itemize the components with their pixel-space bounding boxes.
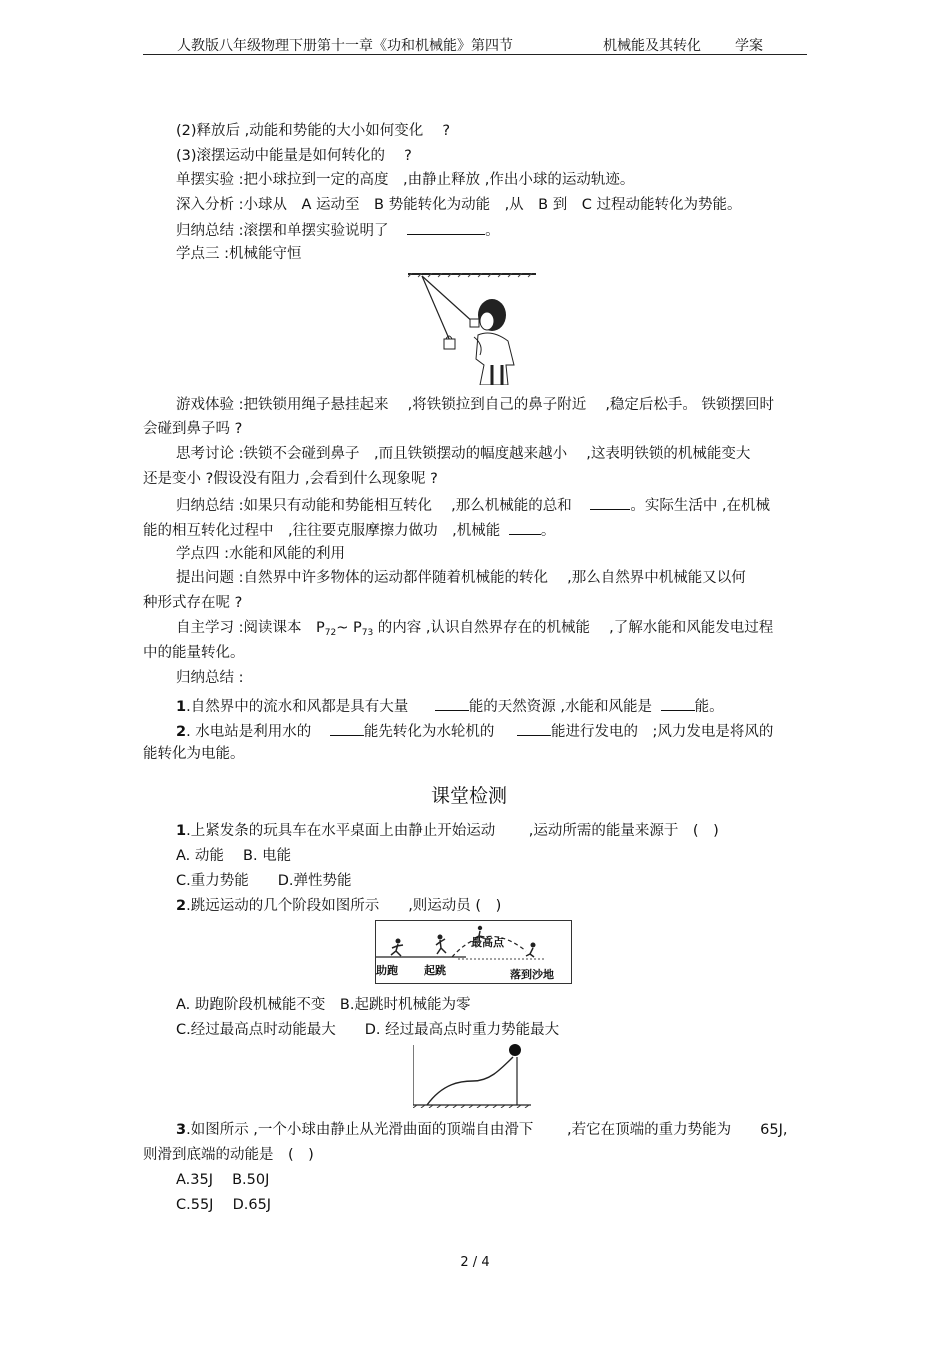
self-study-text: 自主学习 :阅读课本 P: [176, 620, 325, 636]
answer-blank[interactable]: [330, 721, 364, 736]
answer-blank[interactable]: [407, 220, 485, 235]
answer-blank[interactable]: [590, 495, 630, 510]
summary-item-2: [176, 721, 773, 741]
think-discuss-line1: 思考讨论 :铁锁不会碰到鼻子 ,而且铁锁摆动的幅度越来越小 ,这表明铁锁的机械能变大: [176, 446, 751, 462]
label-run: 助跑: [376, 964, 398, 977]
section-title: 课堂检测: [431, 785, 508, 807]
raise-question-line2: 种形式存在呢 ?: [143, 595, 243, 611]
quiz-question-3-line2: 则滑到底端的动能是 ( ): [143, 1147, 314, 1163]
quiz-question-1: [176, 822, 719, 840]
summary-1-text: 归纳总结 :滚摆和单摆实验说明了: [176, 223, 389, 239]
label-takeoff: 起跳: [424, 964, 446, 977]
question-number: 2: [176, 898, 187, 914]
question-number: 3: [176, 1122, 187, 1138]
answer-blank[interactable]: [517, 721, 551, 736]
quiz-q3-options-a: A.35J B.50J: [176, 1172, 270, 1188]
page-range-sep: ~ P: [336, 620, 362, 636]
item-number: 1: [176, 699, 187, 715]
summary-1: [176, 220, 500, 240]
quiz-q2-options-b: C.经过最高点时动能最大 D. 经过最高点时重力势能最大: [176, 1022, 560, 1038]
point-4-title: 学点四 :水能和风能的利用: [176, 546, 345, 562]
game-experience-line2: 会碰到鼻子吗 ?: [143, 421, 243, 437]
summary-1-end: 。: [485, 223, 500, 239]
question-3-text: .如图所示 ,一个小球由静止从光滑曲面的顶端自由滑下 ,若它在顶端的重力势能为 65J,: [186, 1122, 788, 1138]
item-1-middle: 能的天然资源 ,水能和风能是: [468, 699, 653, 715]
quiz-question-2: [176, 897, 501, 915]
summary-2-text-2: 能的相互转化过程中 ,往往要克服摩擦力做功 ,机械能: [143, 523, 501, 539]
page-subscript-start: 72: [324, 628, 337, 638]
summary-item-1: [176, 696, 724, 716]
summary-2-line1: [176, 495, 770, 515]
self-study-continue: 的内容 ,认识自然界存在的机械能 ,了解水能和风能发电过程: [373, 620, 774, 636]
question-2: (2)释放后 ,动能和势能的大小如何变化 ?: [176, 123, 451, 139]
question-3: (3)滚摆运动中能量是如何转化的 ?: [176, 148, 412, 164]
quiz-q1-options-b: C.重力势能 D.弹性势能: [176, 873, 352, 889]
page-number: 2 / 4: [460, 1255, 490, 1270]
deep-analysis: 深入分析 :小球从 A 运动至 B 势能转化为动能 ,从 B 到 C 过程动能转化为势能。: [176, 197, 742, 213]
long-jump-figure: [375, 920, 572, 984]
quiz-question-3-line1: [176, 1121, 787, 1139]
header-doc-type: 学案: [735, 38, 763, 54]
summary-item-2-line2: 能转化为电能。: [143, 746, 245, 762]
pendulum-experiment: 单摆实验 :把小球拉到一定的高度 ,由静止释放 ,作出小球的运动轨迹。: [176, 172, 635, 188]
answer-blank[interactable]: [509, 520, 541, 535]
item-2-middle: 能先转化为水轮机的: [363, 724, 495, 740]
summary-2-continue: 。实际生活中 ,在机械: [630, 498, 771, 514]
summary-2-end: 。: [540, 523, 556, 539]
question-1-text: .上紧发条的玩具车在水平桌面上由静止开始运动 ,运动所需的能量来源于 ( ): [186, 823, 719, 839]
quiz-q1-options-a: A. 动能 B. 电能: [176, 848, 292, 864]
page-subscript-end: 73: [361, 628, 374, 638]
header-topic: 机械能及其转化: [603, 38, 701, 54]
item-number: 2: [176, 724, 187, 740]
point-3-title: 学点三 :机械能守恒: [176, 246, 302, 262]
item-2-text: . 水电站是利用水的: [186, 724, 312, 740]
raise-question-line1: 提出问题 :自然界中许多物体的运动都伴随着机械能的转化 ,那么自然界中机械能又以何: [176, 570, 746, 586]
quiz-q3-options-b: C.55J D.65J: [176, 1197, 272, 1213]
swinging-lock-figure: [408, 273, 536, 385]
question-2-text: .跳远运动的几个阶段如图所示 ,则运动员 ( ): [186, 898, 502, 914]
label-landing: 落到沙地: [510, 968, 554, 981]
self-study-line2: 中的能量转化。: [143, 645, 245, 661]
item-1-text: .自然界中的流水和风都是具有大量: [186, 699, 409, 715]
summary-2-text: 归纳总结 :如果只有动能和势能相互转化 ,那么机械能的总和: [176, 498, 572, 514]
label-highest-point: 最高点: [471, 936, 504, 949]
page-header: [143, 30, 807, 55]
quiz-q2-options-a: A. 助跑阶段机械能不变 B.起跳时机械能为零: [176, 997, 471, 1013]
item-1-end: 能。: [694, 699, 724, 715]
summary-2-line2: [143, 520, 555, 540]
self-study-line1: [176, 619, 773, 642]
curved-slope-figure: [413, 1043, 531, 1108]
game-experience-line1: 游戏体验 :把铁锁用绳子悬挂起来 ,将铁锁拉到自己的鼻子附近 ,稳定后松手。 铁锁摆回时: [176, 397, 775, 413]
think-discuss-line2: 还是变小 ?假设没有阻力 ,会看到什么现象呢 ?: [143, 471, 438, 487]
answer-blank[interactable]: [435, 696, 469, 711]
item-2-end: 能进行发电的 ;风力发电是将风的: [551, 724, 774, 740]
answer-blank[interactable]: [661, 696, 695, 711]
question-number: 1: [176, 823, 187, 839]
summary-3: 归纳总结 :: [176, 670, 244, 686]
header-course: 人教版八年级物理下册第十一章《功和机械能》第四节: [177, 38, 513, 54]
